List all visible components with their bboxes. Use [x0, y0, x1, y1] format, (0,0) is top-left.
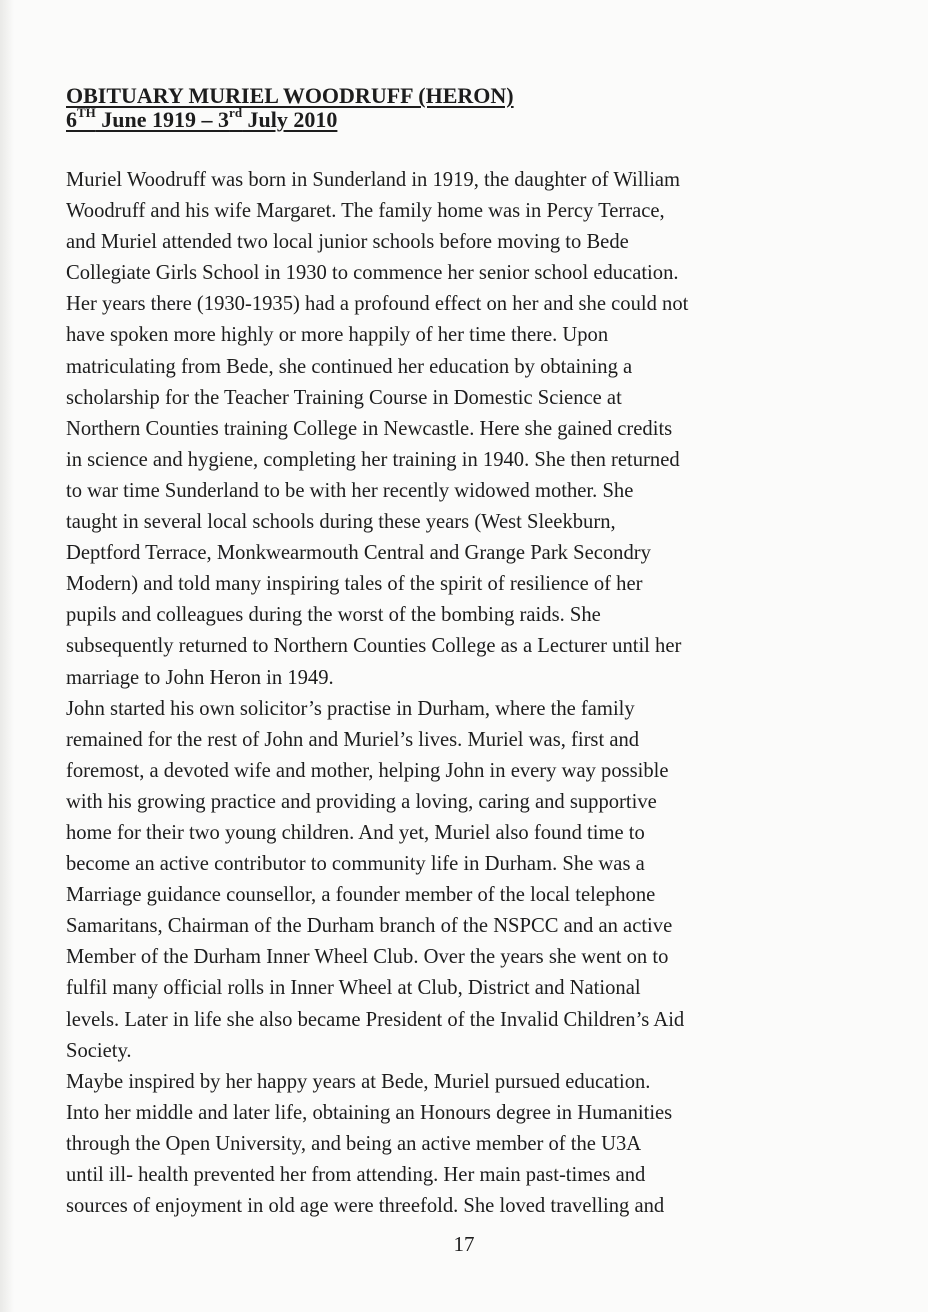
body-line: fulfil many official rolls in Inner Wheel at Club, District and National — [66, 977, 641, 1000]
body-line: Marriage guidance counsellor, a founder member of the local telephone — [66, 884, 656, 907]
body-line: Maybe inspired by her happy years at Bede, Muriel pursued education. — [66, 1070, 651, 1093]
end-day-suffix: rd — [229, 104, 243, 120]
body-line: Into her middle and later life, obtaining an Honours degree in Humanities — [66, 1101, 673, 1124]
body-line: through the Open University, and being an active member of the U3A — [66, 1132, 642, 1155]
start-date-rest: June 1919 – 3 — [95, 107, 230, 132]
obituary-body — [66, 165, 866, 1222]
body-line: foremost, a devoted wife and mother, helping John in every way possible — [66, 759, 669, 782]
start-day-suffix: TH — [77, 104, 96, 120]
body-line: until ill- health prevented her from attending. Her main past-times and — [66, 1164, 646, 1186]
body-line: taught in several local schools during these years (West Sleekburn, — [66, 511, 616, 534]
body-line: home for their two young children. And yet, Muriel also found time to — [66, 821, 645, 844]
body-line: Deptford Terrace, Monkwearmouth Central and Grange Park Secondry — [66, 542, 651, 565]
body-line: Her years there (1930-1935) had a profound effect on her and she could not — [66, 293, 689, 316]
body-line: John started his own solicitor’s practise in Durham, where the family — [66, 697, 635, 720]
end-date-rest: July 2010 — [242, 107, 338, 132]
body-line: with his growing practice and providing a loving, caring and supportive — [66, 790, 657, 813]
body-line: sources of enjoyment in old age were threefold. She loved travelling and — [66, 1195, 665, 1218]
body-line: Samaritans, Chairman of the Durham branch of the NSPCC and an active — [66, 915, 673, 938]
body-line: marriage to John Heron in 1949. — [66, 666, 334, 689]
page-number: 17 — [453, 1232, 475, 1256]
body-line: Member of the Durham Inner Wheel Club. Over the years she went on to — [66, 946, 669, 969]
body-line: levels. Later in life she also became President of the Invalid Children’s Aid — [66, 1008, 685, 1031]
body-line: Society. — [66, 1039, 132, 1062]
obituary-title: OBITUARY MURIEL WOODRUFF (HERON) — [66, 83, 514, 108]
body-line: have spoken more highly or more happily of her time there. Upon — [66, 324, 609, 347]
obituary-heading — [66, 84, 766, 132]
body-line: pupils and colleagues during the worst of the bombing raids. She — [66, 604, 601, 627]
body-line: remained for the rest of John and Muriel’s lives. Muriel was, first and — [66, 728, 640, 751]
body-line: Collegiate Girls School in 1930 to commence her senior school education. — [66, 262, 679, 285]
obituary-dates — [66, 104, 766, 132]
body-line: in science and hygiene, completing her training in 1940. She then returned — [66, 448, 680, 471]
body-line: to war time Sunderland to be with her recently widowed mother. She — [66, 479, 634, 502]
body-line: and Muriel attended two local junior schools before moving to Bede — [66, 231, 629, 254]
body-line: Modern) and told many inspiring tales of the spirit of resilience of her — [66, 573, 643, 596]
body-line: scholarship for the Teacher Training Course in Domestic Science at — [66, 386, 622, 409]
body-line: Northern Counties training College in Newcastle. Here she gained credits — [66, 417, 673, 440]
body-line: Woodruff and his wife Margaret. The family home was in Percy Terrace, — [66, 200, 665, 223]
body-line: matriculating from Bede, she continued her education by obtaining a — [66, 355, 633, 378]
start-day: 6 — [66, 107, 77, 132]
body-line: Muriel Woodruff was born in Sunderland in 1919, the daughter of William — [66, 169, 681, 191]
body-line: become an active contributor to community life in Durham. She was a — [66, 853, 645, 876]
body-line: subsequently returned to Northern Counties College as a Lecturer until her — [66, 635, 682, 658]
